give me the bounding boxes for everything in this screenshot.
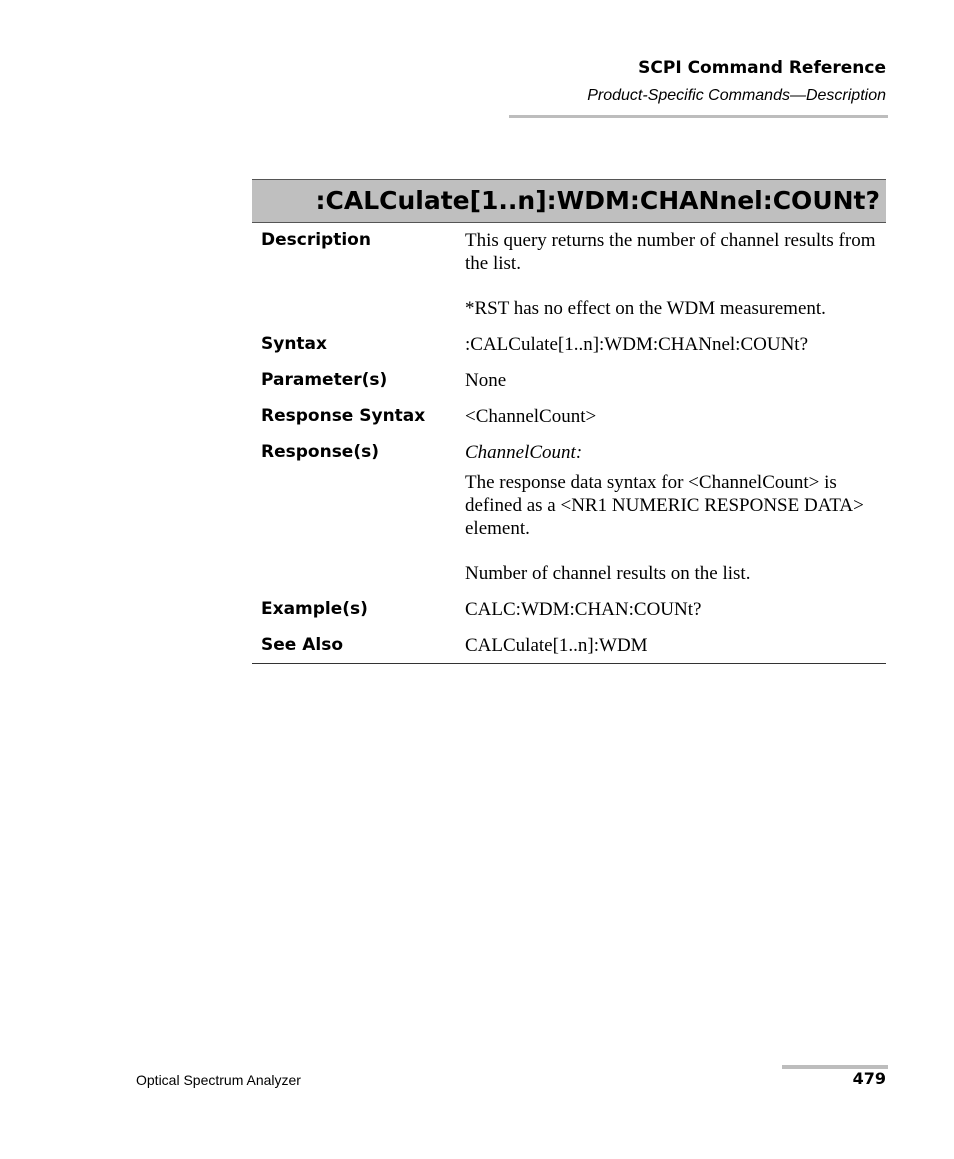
running-header-title: SCPI Command Reference [638,58,886,78]
response-syntax-label: Response Syntax [261,406,426,426]
description-value [465,229,883,320]
see-also-value: CALCulate[1..n]:WDM [465,635,648,656]
description-label: Description [261,230,371,250]
description-rst-note: *RST has no effect on the WDM measurement. [465,298,826,319]
header-rule [509,115,888,118]
response-definition: The response data syntax for <ChannelCount> is defined as a <NR1 NUMERIC RESPONSE DATA> element. [465,472,864,539]
footer-product-name: Optical Spectrum Analyzer [136,1072,301,1088]
parameters-value: None [465,370,507,391]
description-text: This query returns the number of channel results from the list. [465,230,876,274]
examples-label: Example(s) [261,599,368,619]
see-also-label: See Also [261,635,344,655]
parameters-label: Parameter(s) [261,370,388,390]
page-number: 479 [852,1069,886,1088]
response-syntax-value: <ChannelCount> [465,406,597,427]
response-name: ChannelCount: [465,442,583,463]
examples-value: CALC:WDM:CHAN:COUNt? [465,599,702,620]
response-meaning: Number of channel results on the list. [465,563,751,584]
responses-value [465,441,883,585]
command-title: :CALCulate[1..n]:WDM:CHANnel:COUNt? [252,179,886,223]
responses-label: Response(s) [261,442,379,462]
table-bottom-rule [252,663,886,664]
running-header-subtitle: Product-Specific Commands—Description [587,87,886,104]
syntax-label: Syntax [261,334,327,354]
syntax-value: :CALCulate[1..n]:WDM:CHANnel:COUNt? [465,334,809,355]
